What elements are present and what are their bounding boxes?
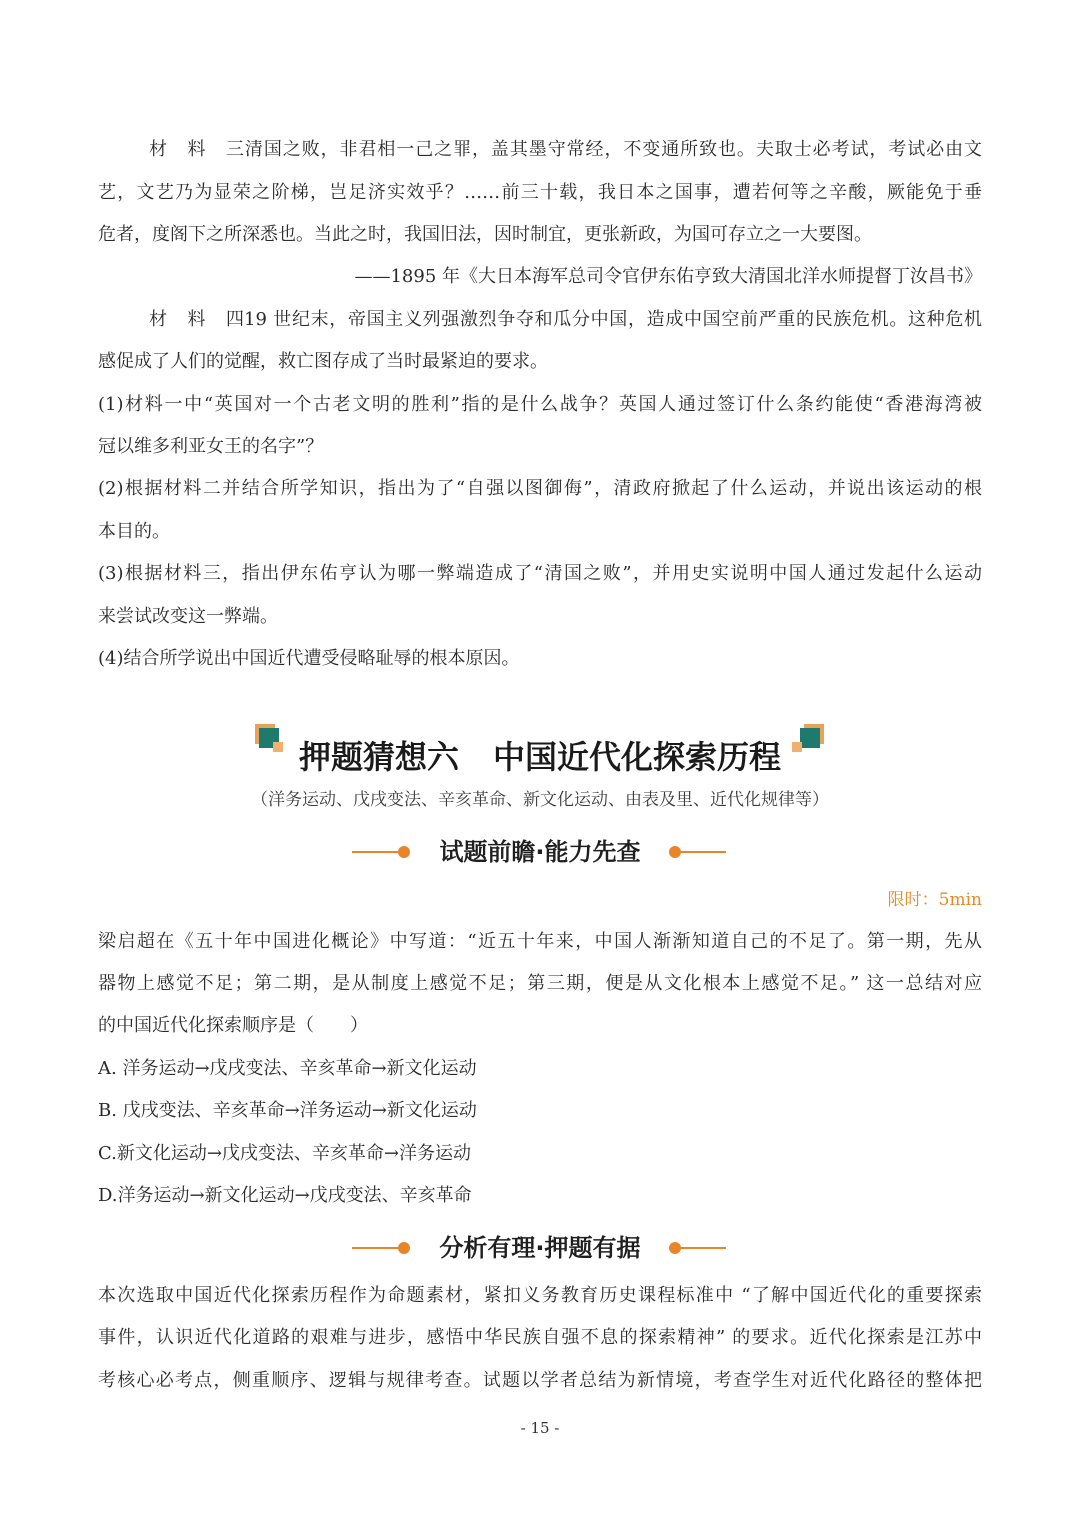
material3-text1: 清国之败，非君相一己之罪，盖其墨守常经，不变通所致也。夫取士必考试，考试必由文 xyxy=(244,139,982,160)
banner-right-line xyxy=(678,851,726,853)
mcq-option-d: D.洋务运动→新文化运动→戊戌变法、辛亥革命 xyxy=(98,1185,472,1206)
banner2-left-line xyxy=(352,1247,400,1249)
title-deco-right-icon xyxy=(792,724,826,758)
material3-source: ——1895 年《大日本海军总司令官伊东佑亨致大清国北洋水师提督丁汝昌书》 xyxy=(354,266,982,287)
material3-line3: 危者，度阁下之所深悉也。当此之时，我国旧法，因时制宜，更张新政，为国可存立之一大要图。 xyxy=(98,224,872,245)
analysis-line2: 事件，认识近代化道路的艰难与进步，感悟中华民族自强不息的探索精神” 的要求。近代化探索是江苏中 xyxy=(98,1327,982,1348)
mcq-option-a: A. 洋务运动→戊戌变法、辛亥革命→新文化运动 xyxy=(98,1058,477,1079)
question3-line1: (3)根据材料三，指出伊东佑亨认为哪一弊端造成了“清国之败”，并用史实说明中国人通过发起什么运动 xyxy=(98,563,982,584)
section-title-number: 押题猜想六 xyxy=(298,738,459,776)
page-number: - 15 - xyxy=(520,1419,560,1437)
section-subtitle: （洋务运动、戊戌变法、辛亥革命、新文化运动、由表及里、近代化规律等） xyxy=(251,790,829,810)
analysis-line1: 本次选取中国近代化探索历程作为命题素材，紧扣义务教育历史课程标准中 “了解中国近代化的重要探索 xyxy=(98,1285,982,1306)
mcq-stem-line1: 梁启超在《五十年中国进化概论》中写道：“近五十年来，中国人渐渐知道自己的不足了。第一期，先从 xyxy=(98,931,982,952)
section-title xyxy=(0,734,1080,780)
banner2-right-line xyxy=(678,1247,726,1249)
section-title-topic: 中国近代化探索历程 xyxy=(493,738,782,776)
question1-line1: (1)材料一中“英国对一个古老文明的胜利”指的是什么战争？英国人通过签订什么条约能使“香港海湾被 xyxy=(98,394,982,415)
question1-line2: 冠以维多利亚女王的名字”？ xyxy=(98,436,324,457)
question2-line1: (2)根据材料二并结合所学知识，指出为了“自强以图御侮”，清政府掀起了什么运动，并说出该运动的根 xyxy=(98,478,982,499)
mcq-stem-line2: 器物上感觉不足；第二期，是从制度上感觉不足；第三期，便是从文化根本上感觉不足。” 这一总结对应 xyxy=(98,973,982,994)
analysis-line3: 考核心必考点，侧重顺序、逻辑与规律考查。试题以学者总结为新情境，考查学生对近代化路径的整体把 xyxy=(98,1370,982,1391)
banner-left-line xyxy=(352,851,400,853)
mcq-option-b: B. 戊戌变法、辛亥革命→洋务运动→新文化运动 xyxy=(98,1100,477,1121)
banner-analysis xyxy=(0,1230,1080,1266)
material3-line2: 艺，文艺乃为显荣之阶梯，岂足济实效乎？……前三十载，我日本之国事，遭若何等之辛酸，厥能免于垂 xyxy=(98,182,982,203)
material4-line1 xyxy=(149,308,982,332)
question3-line2: 来尝试改变这一弊端。 xyxy=(98,606,278,627)
time-limit: 限时：5min xyxy=(887,890,982,910)
material4-line2: 感促成了人们的觉醒，救亡图存成了当时最紧迫的要求。 xyxy=(98,351,548,372)
question4: (4)结合所学说出中国近代遭受侵略耻辱的根本原因。 xyxy=(98,648,520,669)
mcq-option-c: C.新文化运动→戊戌变法、辛亥革命→洋务运动 xyxy=(98,1143,472,1164)
question2-line2: 本目的。 xyxy=(98,521,170,542)
banner2-left-dot-icon xyxy=(398,1242,410,1254)
banner-preview-text: 试题前瞻·能力先查 xyxy=(439,838,641,866)
banner-analysis-text: 分析有理·押题有据 xyxy=(439,1234,641,1262)
material3-label: 材料三 xyxy=(149,139,244,160)
material3-line1 xyxy=(149,138,982,162)
banner-preview xyxy=(0,834,1080,870)
material4-text1: 19 世纪末，帝国主义列强激烈争夺和瓜分中国，造成中国空前严重的民族危机。这种危机 xyxy=(244,309,982,330)
banner-left-dot-icon xyxy=(398,846,410,858)
mcq-stem-line3: 的中国近代化探索顺序是（ ） xyxy=(98,1015,368,1036)
material4-label: 材料四 xyxy=(149,309,244,330)
